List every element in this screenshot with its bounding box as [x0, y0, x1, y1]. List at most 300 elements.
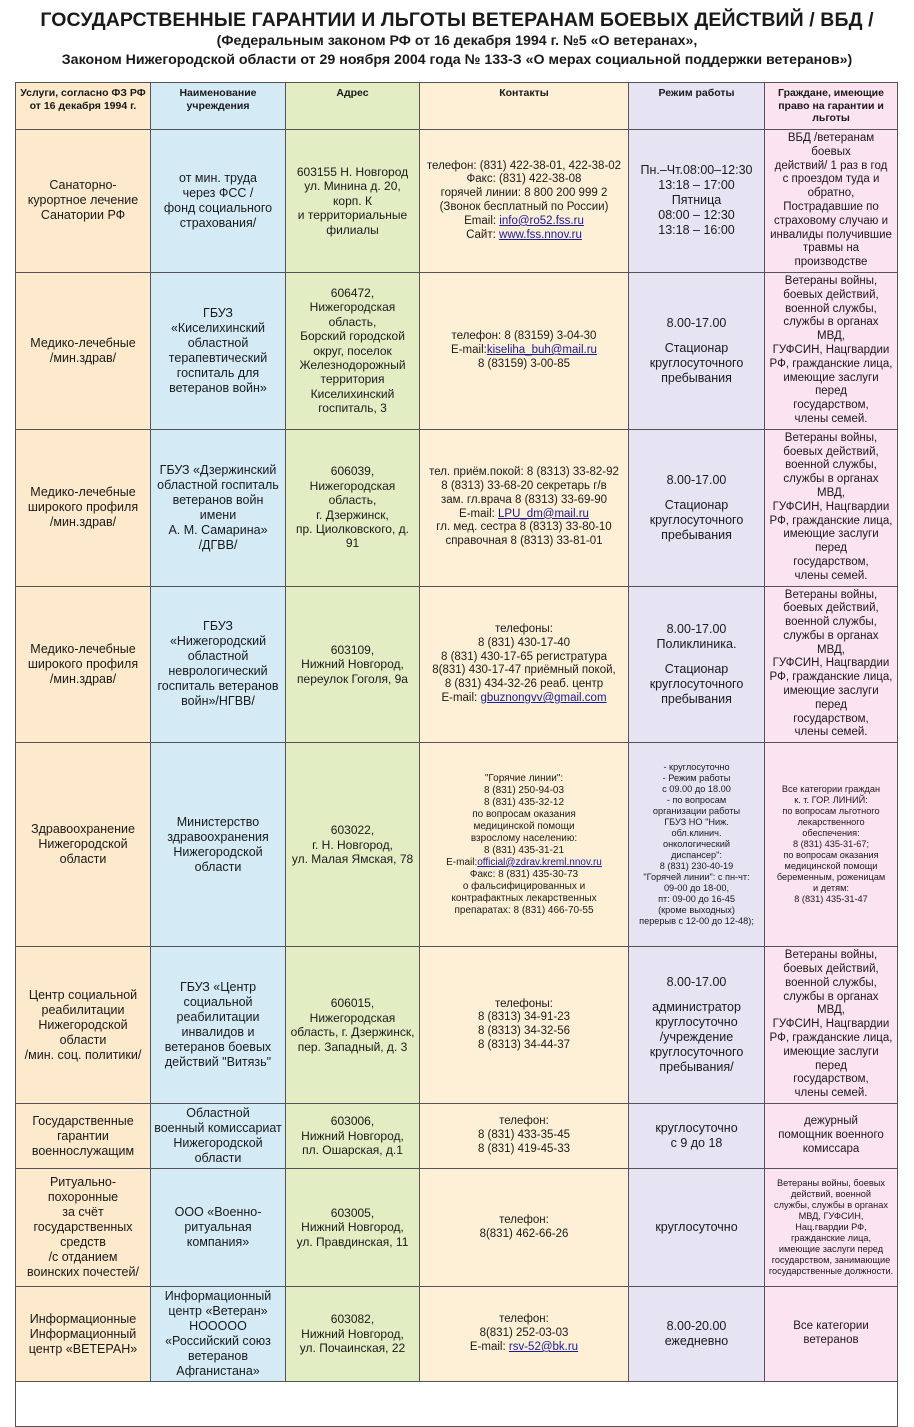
cell-contacts	[420, 130, 629, 273]
cell-line: медицинской помощи	[784, 861, 878, 872]
cell-line: неврологический	[168, 664, 268, 679]
cell-line: Нижегородской	[38, 1017, 128, 1032]
cell-line: Нижегородской	[38, 837, 128, 852]
cell-contacts	[420, 272, 629, 429]
cell-line: от мин. труда	[179, 170, 257, 185]
cell-line: телефон: (831) 422-38-01, 422-38-02	[426, 159, 622, 172]
empty-cell	[16, 1382, 898, 1427]
cell-address	[286, 947, 420, 1104]
cell-line: администратор	[652, 1000, 741, 1015]
cell-service	[16, 429, 151, 586]
cell-line: 8.00-17.00	[666, 975, 727, 990]
cell-line: г. Н. Новгород,	[312, 837, 393, 852]
cell-line: 8 (831) 435-31-67;	[792, 839, 870, 850]
cell-line: корп. К	[333, 193, 372, 208]
cell-line: Железнодорожный	[299, 358, 406, 373]
cell-line: ветеранов	[188, 1349, 248, 1364]
cell-citizens	[765, 947, 898, 1104]
table-body	[16, 130, 898, 1427]
cell-citizens	[765, 1104, 898, 1169]
cell-service	[16, 1104, 151, 1169]
email-link[interactable]: LPU_dm@mail.ru	[498, 507, 589, 520]
cell-line: (кроме выходных)	[658, 905, 735, 916]
cell-contacts	[420, 1169, 629, 1287]
cell-address	[286, 130, 420, 273]
cell-line: Пострадавшие по	[783, 200, 879, 213]
email-label: E-mail:	[451, 343, 487, 356]
cell-line: Нижегородской	[173, 844, 263, 859]
cell-line: действий, военной	[790, 1188, 872, 1199]
cell-line: круглосуточно	[655, 1121, 738, 1136]
cell-line: Нижний Новгород,	[301, 1220, 404, 1235]
table-row	[16, 1104, 898, 1169]
email-link[interactable]: rsv-52@bk.ru	[508, 1340, 579, 1353]
cell-line: имеющие заслуги перед	[783, 1045, 879, 1072]
cell-line: Поликлиника.	[656, 636, 737, 651]
cell-line: службы в органах МВД,	[783, 473, 879, 499]
cell-line: 8 (83159) 3-00-85	[477, 357, 571, 370]
cell-line: реабилитации	[41, 1002, 125, 1017]
cell-line: Медико-лечебные	[30, 641, 136, 656]
cell-line: Государственные	[32, 1113, 134, 1128]
cell-line: телефон:	[499, 1313, 549, 1326]
cell-line: ветеранов боевых	[164, 1040, 272, 1055]
cell-line: организации работы	[652, 806, 741, 817]
cell-line: телефоны:	[495, 997, 553, 1010]
cell-line: область, г. Дзержинск,	[290, 1025, 415, 1040]
cell-service	[16, 1169, 151, 1287]
cell-line: государственных	[33, 1220, 133, 1235]
cell-line: 606472,	[330, 286, 375, 301]
cell-line: госпиталь ветеранов	[157, 679, 279, 694]
cell-service	[16, 947, 151, 1104]
cell-line: Ритуально-	[49, 1175, 117, 1190]
cell-line: (Звонок бесплатный по России)	[439, 200, 609, 213]
cell-line: 606015, Нижегородская	[309, 996, 396, 1025]
cell-line: Все категории	[793, 1320, 869, 1333]
cell-line: переулок Гоголя, 9а	[297, 671, 408, 686]
cell-line: филиалы	[326, 222, 379, 237]
spacer	[632, 990, 761, 1000]
cell-line: телефон:	[499, 1213, 549, 1226]
cell-line: 606039,	[330, 464, 375, 479]
cell-hours	[629, 130, 765, 273]
cell-line: круглосуточно	[655, 1015, 738, 1030]
cell-line: инвалиды получившие	[770, 228, 892, 241]
cell-hours	[629, 1169, 765, 1287]
table-row	[16, 130, 898, 273]
cell-line: телефоны:	[495, 622, 553, 635]
cell-line: средств	[60, 1235, 106, 1250]
cell-citizens	[765, 586, 898, 743]
cell-line: контрафактных лекарственных	[451, 892, 597, 904]
cell-line: имеющие заслуги перед	[783, 371, 879, 398]
cell-citizens	[765, 429, 898, 586]
cell-line: 8 (831) 433-35-45	[477, 1129, 571, 1142]
email-label: E-mail:	[446, 856, 478, 868]
cell-line: /мин.здрав/	[49, 515, 117, 530]
cell-line: курортное лечение	[27, 193, 139, 208]
cell-line: службы, службы в органах	[774, 1199, 888, 1210]
cell-line: ГБУЗ	[203, 305, 233, 320]
cell-line: воинских почестей/	[27, 1265, 139, 1280]
cell-line: Нижегородская	[309, 300, 396, 315]
cell-line: ООО «Военно-	[174, 1205, 262, 1220]
cell-line: пт: 09-00 до 16-45	[658, 894, 735, 905]
cell-contacts	[420, 1287, 629, 1382]
site-label: Сайт:	[466, 228, 500, 241]
email-label: E-mail:	[469, 1340, 509, 1353]
cell-institution	[151, 743, 286, 947]
cell-line: пребывания	[661, 527, 732, 542]
page-subtitle-law-regional: Законом Нижегородской области от 29 ноября 2004 года № 133-З «О мерах социальной поддержки ветеранов»)	[61, 52, 853, 68]
email-line	[423, 508, 625, 522]
cell-line: /мин. соц. политики/	[24, 1047, 142, 1062]
cell-contacts	[420, 1104, 629, 1169]
cell-line: препаратах: 8 (831) 466-70-55	[454, 904, 594, 916]
cell-line: 603155 Н. Новгород	[296, 165, 409, 179]
cell-line: округ, поселок	[313, 343, 392, 358]
cell-line: г. Дзержинск,	[316, 507, 389, 522]
cell-line: 13:18 – 17:00	[658, 178, 735, 193]
cell-line: телефон:	[499, 1115, 549, 1128]
cell-institution	[151, 1104, 286, 1169]
cell-line: травмы на производстве	[794, 242, 868, 269]
cell-line: 8 (831) 230-40-19	[659, 861, 734, 872]
cell-line: ветеранов войн имени	[172, 492, 264, 522]
cell-line: Министерство	[176, 814, 260, 829]
cell-line: действий "Витязь"	[164, 1055, 272, 1070]
cell-line: - по вопросам	[666, 795, 727, 806]
spacer	[632, 488, 761, 498]
cell-line: Киселихинский	[310, 386, 395, 401]
cell-line: Все категории граждан	[781, 784, 881, 795]
cell-line: 09-00 до 18-00,	[663, 883, 730, 894]
cell-line: пер. Западный, д. 3	[297, 1039, 408, 1054]
cell-line: службы в органах МВД,	[783, 629, 879, 656]
cell-line: РФ, гражданские лица,	[769, 357, 893, 370]
cell-line: 8 (8313) 34-91-23	[477, 1011, 571, 1024]
cell-line: 8.00-17.00	[666, 621, 727, 636]
cell-contacts	[420, 743, 629, 947]
cell-line: инвалидов и	[181, 1025, 255, 1040]
cell-line: 8.00-20.00	[666, 1319, 727, 1334]
email-link[interactable]: info@ro52.fss.ru	[499, 214, 584, 227]
cell-line: взрослому населению:	[470, 832, 578, 844]
cell-line: обеспечения:	[802, 828, 860, 839]
cell-line: гл. мед. сестра 8 (8313) 33-80-10	[436, 521, 612, 534]
cell-line: областной госпиталь	[157, 477, 279, 492]
cell-line: Пятница	[671, 193, 722, 208]
cell-institution	[151, 1169, 286, 1287]
cell-line: 8 (831) 435-31-47	[794, 894, 868, 905]
cell-line: ГБУЗ	[203, 619, 233, 634]
cell-line: ГУФСИН, Нацгвардии	[772, 343, 890, 356]
cell-citizens	[765, 1287, 898, 1382]
cell-line: ГБУЗ «Центр	[179, 980, 257, 995]
cell-line: комиссара	[802, 1142, 860, 1155]
cell-line: о фальсифицированных и	[462, 880, 586, 892]
cell-line: с 9 до 18	[670, 1136, 723, 1151]
col-header-services: Услуги, согласно ФЗ РФ от 16 декабря 1994 г.	[16, 83, 151, 130]
cell-service	[16, 743, 151, 947]
cell-line: 8.00-17.00	[666, 472, 727, 487]
cell-service	[16, 130, 151, 273]
cell-line: и территориальные	[297, 208, 408, 223]
cell-line: госпиталь, 3	[318, 401, 387, 416]
cell-line: Борский городской	[300, 329, 405, 344]
cell-line: Факс: (831) 422-38-08	[466, 173, 582, 186]
cell-line: "Горячей линии": с пн-чт:	[643, 872, 750, 883]
cell-line: горячей линии: 8 800 200 999 2	[440, 187, 608, 200]
cell-line: имеющие заслуги перед	[783, 685, 879, 711]
cell-line: Нац.гвардии РФ,	[795, 1222, 867, 1233]
cell-line: военной службы,	[785, 459, 877, 472]
cell-line: Информационный	[164, 1289, 272, 1304]
cell-line: Факс: 8 (831) 435-30-73	[469, 868, 579, 880]
cell-line: Пн.–Чт.08:00–12:30	[640, 163, 753, 178]
cell-line: Санаторно-	[49, 178, 117, 193]
cell-line: ритуальная	[184, 1220, 252, 1235]
cell-line: ветеранов войн»	[169, 380, 267, 395]
cell-line: "Горячие линии":	[484, 772, 564, 784]
cell-line: 8 (831) 419-45-33	[477, 1142, 571, 1155]
cell-line: 8 (8313) 33-68-20 секретарь г/в	[441, 480, 607, 493]
cell-line: Ветераны войны, боевых	[777, 1177, 885, 1188]
cell-line: области	[194, 859, 242, 874]
cell-line: гарантии	[57, 1128, 109, 1143]
cell-line: 603082,	[330, 1312, 375, 1327]
cell-line: 603109,	[330, 642, 375, 657]
cell-line: «Российский союз	[165, 1334, 271, 1349]
cell-hours	[629, 586, 765, 743]
cell-line: МВД, ГУФСИН,	[798, 1210, 864, 1221]
cell-line: Информационный	[29, 1326, 137, 1341]
cell-line: Информационные	[29, 1311, 137, 1326]
col-header-institution: Наименование учреждения	[151, 83, 286, 130]
cell-line: страхования/	[179, 215, 257, 230]
cell-line: «Киселихинский	[170, 320, 266, 335]
cell-line: центр «Ветеран»	[168, 1304, 268, 1319]
cell-line: военной службы,	[785, 302, 877, 315]
cell-line: страховому случаю и	[773, 214, 889, 227]
cell-line: /учреждение	[659, 1030, 734, 1045]
cell-line: дежурный	[804, 1115, 858, 1128]
email-link[interactable]: official@zdrav.kreml.nnov.ru	[477, 856, 602, 868]
cell-line: государством, занимающие	[771, 1255, 891, 1266]
cell-line: диспансер":	[671, 850, 722, 861]
empty-row	[16, 1382, 898, 1427]
page-subtitle-law-federal: (Федеральным законом РФ от 16 декабря 1994 г. №5 «О ветеранах»,	[216, 33, 698, 49]
cell-line: круглосуточного	[649, 1045, 744, 1060]
cell-line: 8 (831) 434-32-26 реаб. центр	[444, 678, 604, 691]
col-header-address: Адрес	[286, 83, 420, 130]
cell-line: РФ, гражданские лица,	[769, 1032, 893, 1045]
cell-line: круглосуточно	[655, 1220, 738, 1235]
cell-line: Ветераны войны,	[784, 949, 878, 962]
cell-line: 8(831) 462-66-26	[479, 1227, 569, 1240]
table-row	[16, 272, 898, 429]
cell-line: Стационар	[664, 497, 729, 512]
cell-line: круглосуточного	[649, 512, 744, 527]
cell-line: широкого профиля	[27, 500, 139, 515]
cell-line: 8 (831) 430-17-40	[477, 636, 571, 649]
cell-line: 603005,	[330, 1205, 375, 1220]
cell-service	[16, 586, 151, 743]
cell-line: службы в органах МВД,	[783, 316, 879, 343]
cell-institution	[151, 586, 286, 743]
cell-line: круглосуточного	[649, 355, 744, 370]
email-line	[423, 344, 625, 358]
cell-line: области	[59, 1032, 107, 1047]
cell-line: 13:18 – 16:00	[658, 223, 735, 238]
cell-line: государством,	[793, 712, 869, 725]
cell-line: Нижний Новгород,	[301, 657, 404, 672]
cell-line: по вопросам оказания	[783, 850, 879, 861]
cell-line: беременным, роженицам	[776, 872, 886, 883]
cell-line: 8 (831) 435-31-21	[483, 844, 565, 856]
cell-line: действий/ 1 раз в год	[774, 159, 888, 172]
cell-line: онкологический	[662, 839, 731, 850]
email-line	[423, 1341, 625, 1355]
cell-line: военной службы,	[785, 616, 877, 629]
cell-line: телефон: 8 (83159) 3-04-30	[451, 330, 597, 343]
table-row	[16, 429, 898, 586]
cell-address	[286, 1169, 420, 1287]
cell-line: члены семей.	[794, 1087, 868, 1100]
cell-line: с проездом туда и обратно,	[782, 173, 880, 200]
cell-line: - Режим работы	[662, 773, 731, 784]
cell-line: военный комиссариат	[154, 1121, 282, 1136]
cell-line: области	[194, 1151, 242, 1166]
cell-line: войн»/НГВВ/	[181, 694, 255, 709]
cell-citizens	[765, 1169, 898, 1287]
cell-line: военнослужащим	[31, 1143, 135, 1158]
cell-line: ГУФСИН, Нацгвардии	[772, 1018, 890, 1031]
cell-line: Ветераны войны,	[784, 431, 878, 444]
email-line	[423, 215, 625, 229]
cell-line: 603006,	[330, 1114, 375, 1129]
col-header-citizens: Граждане, имеющие право на гарантии и льготы	[765, 83, 898, 130]
cell-contacts	[420, 947, 629, 1104]
cell-line: зам. гл.врача 8 (8313) 33-69-90	[440, 493, 608, 506]
cell-line: компания»	[186, 1235, 250, 1250]
cell-line: члены семей.	[794, 726, 868, 739]
cell-line: госпиталь для	[176, 365, 260, 380]
cell-line: областной	[187, 649, 249, 664]
cell-line: ул. Малая Ямская, 78	[291, 851, 414, 866]
site-link[interactable]: www.fss.nnov.ru	[499, 228, 582, 241]
cell-hours	[629, 743, 765, 947]
cell-line: фонд социального	[163, 200, 273, 215]
cell-line: 8 (8313) 34-44-37	[477, 1038, 571, 1051]
cell-line: члены семей.	[794, 569, 868, 582]
cell-institution	[151, 130, 286, 273]
cell-line: «Нижегородский	[169, 634, 267, 649]
cell-line: социальной	[183, 995, 253, 1010]
cell-line: перерыв с 12-00 до 12-48);	[639, 916, 754, 927]
cell-line: ГУФСИН, Нацгвардии	[772, 500, 890, 513]
cell-line: 8(831) 430-17-47 приёмный покой,	[432, 664, 616, 677]
cell-line: 8 (831) 430-17-65 регистратура	[440, 650, 608, 663]
col-header-contacts: Контакты	[420, 83, 629, 130]
cell-line: Нижегородская область,	[309, 478, 396, 508]
site-line	[423, 229, 625, 243]
cell-line: ГБУЗ НО "Ниж.	[664, 817, 729, 828]
cell-institution	[151, 1287, 286, 1382]
cell-contacts	[420, 586, 629, 743]
cell-line: государственные должности.	[768, 1266, 894, 1277]
email-link[interactable]: gbuznongvv@gmail.com	[480, 691, 607, 704]
cell-line: Здравоохранение	[31, 822, 135, 837]
cell-line: широкого профиля	[27, 656, 139, 671]
cell-hours	[629, 947, 765, 1104]
page-title: ГОСУДАРСТВЕННЫЕ ГАРАНТИИ И ЛЬГОТЫ ВЕТЕРАНАМ БОЕВЫХ ДЕЙСТВИЙ / ВБД /	[40, 9, 874, 31]
cell-line: государством,	[793, 399, 869, 412]
cell-hours	[629, 1104, 765, 1169]
cell-line: Центр социальной	[28, 987, 138, 1002]
cell-citizens	[765, 272, 898, 429]
cell-institution	[151, 947, 286, 1104]
cell-line: службы в органах МВД,	[783, 990, 879, 1017]
email-label: Email:	[464, 214, 500, 227]
table-header-row	[16, 83, 898, 130]
cell-address	[286, 743, 420, 947]
email-line	[423, 692, 625, 706]
cell-line: через ФСС /	[182, 185, 254, 200]
cell-line: НООООО	[189, 1319, 247, 1334]
cell-hours	[629, 1287, 765, 1382]
cell-line: пребывания	[661, 691, 732, 706]
cell-line: Медико-лечебные	[30, 485, 136, 500]
cell-line: область,	[328, 314, 377, 329]
cell-institution	[151, 429, 286, 586]
cell-line: здравоохранения	[167, 829, 269, 844]
cell-address	[286, 1104, 420, 1169]
cell-line: 8 (831) 435-32-12	[483, 796, 565, 808]
cell-line: 08:00 – 12:30	[658, 208, 735, 223]
cell-line: государством,	[793, 1073, 869, 1086]
cell-line: ГУФСИН, Нацгвардии	[772, 657, 890, 670]
cell-line: боевых действий,	[783, 288, 879, 301]
cell-hours	[629, 429, 765, 586]
cell-line: пребывания	[661, 370, 732, 385]
col-header-hours: Режим работы	[629, 83, 765, 130]
email-label: E-mail:	[441, 691, 481, 704]
cell-line: терапевтический	[168, 350, 268, 365]
cell-line: центр «ВЕТЕРАН»	[28, 1341, 138, 1356]
cell-service	[16, 1287, 151, 1382]
spacer	[632, 652, 761, 662]
cell-service	[16, 272, 151, 429]
table-row	[16, 1169, 898, 1287]
cell-line: Ветераны войны,	[784, 274, 878, 287]
cell-line: Нижний Новгород,	[301, 1326, 404, 1341]
cell-line: по вопросам льготного	[782, 806, 880, 817]
cell-line: Афганистана»	[176, 1364, 260, 1379]
cell-line: Стационар	[664, 340, 729, 355]
cell-line: справочная 8 (8313) 33-81-01	[445, 535, 603, 548]
cell-line: военной службы,	[785, 976, 877, 989]
cell-line: Областной	[186, 1106, 250, 1121]
cell-address	[286, 272, 420, 429]
cell-line: гражданские лица,	[790, 1233, 872, 1244]
email-line	[423, 857, 625, 869]
email-link[interactable]: kiseliha_buh@mail.ru	[486, 343, 597, 356]
cell-line: и детям:	[813, 883, 849, 894]
cell-line: реабилитации	[176, 1010, 260, 1025]
cell-line: Нижний Новгород,	[301, 1128, 404, 1143]
